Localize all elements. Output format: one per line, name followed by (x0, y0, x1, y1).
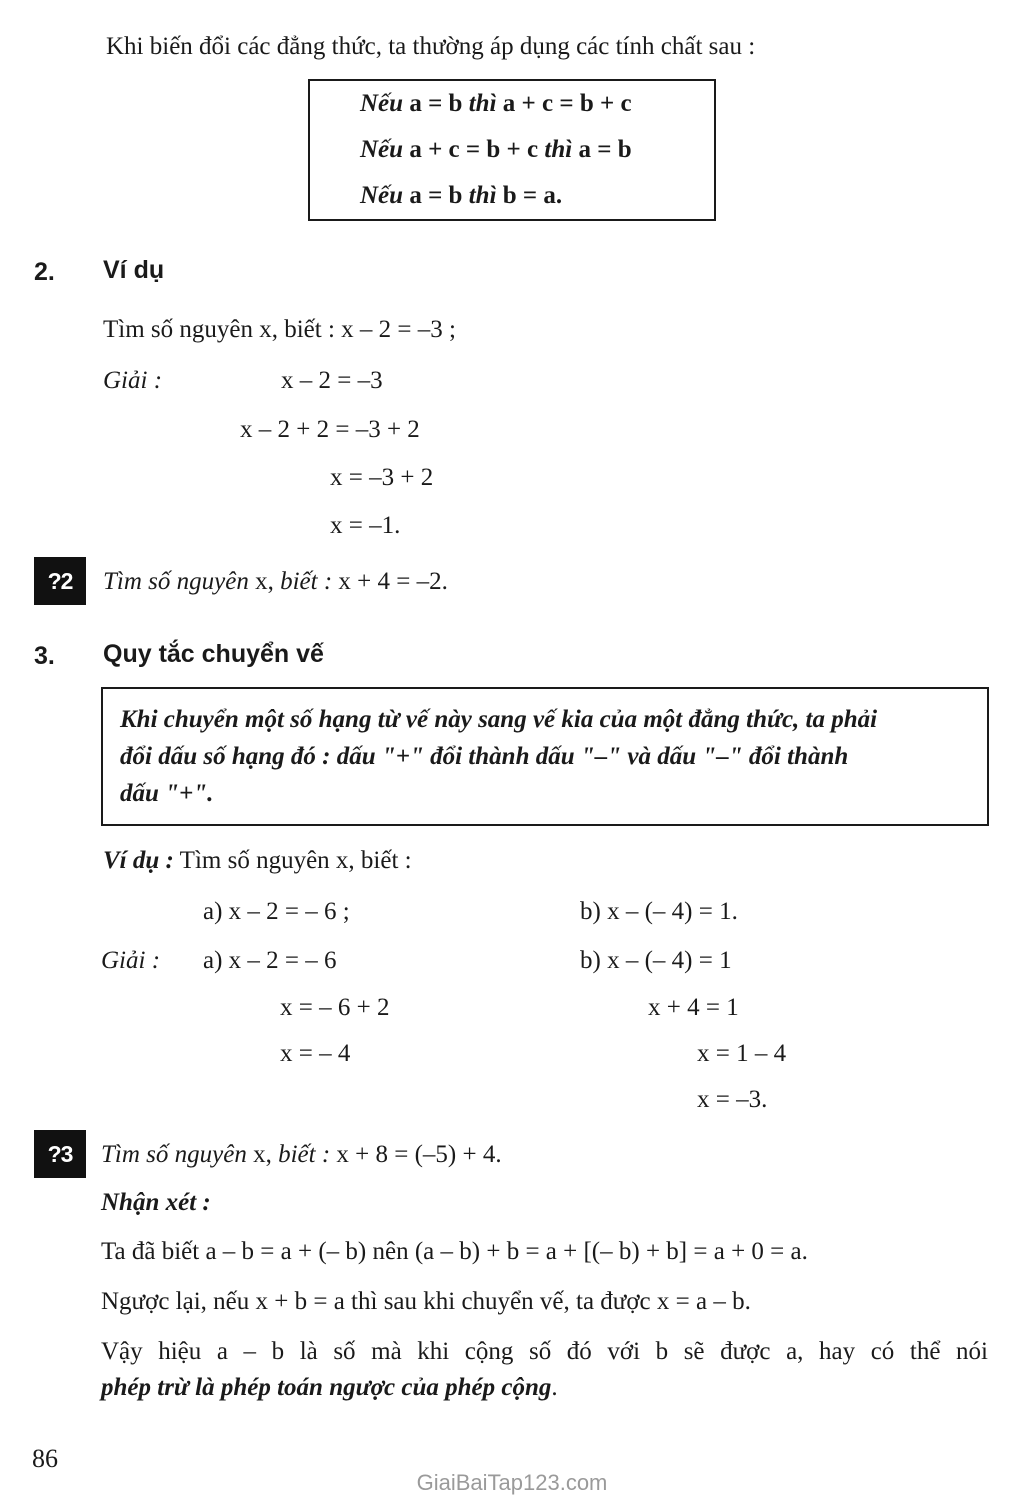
question-3-text: Tìm số nguyên x, biết : x + 8 = (–5) + 4. (101, 1141, 502, 1168)
question-3-badge: ?3 (34, 1130, 86, 1178)
remark-line-4: phép trừ là phép toán ngược của phép cộng. (101, 1374, 558, 1401)
section2-title: Ví dụ (103, 256, 165, 284)
solution-b-step-2: x + 4 = 1 (648, 994, 739, 1021)
properties-box (308, 79, 716, 221)
solution-b-step-1: b) x – (– 4) = 1 (580, 947, 732, 974)
rule-line-3: dấu "+". (120, 780, 214, 807)
section3-solution-label: Giải : (101, 947, 161, 974)
solution-a-step-2: x = – 6 + 2 (280, 994, 390, 1021)
example-a: a) x – 2 = – 6 ; (203, 898, 350, 925)
property-2: Nếu a + c = b + c thì a = b (360, 136, 632, 163)
question-2-text: Tìm số nguyên x, biết : x + 4 = –2. (103, 568, 448, 595)
section3-title: Quy tắc chuyển vế (103, 640, 324, 668)
rule-line-2: đổi dấu số hạng đó : dấu "+" đổi thành dấu "–" và dấu "–" đổi thành (120, 743, 849, 770)
remark-line-1: Ta đã biết a – b = a + (– b) nên (a – b) + b = a + [(– b) + b] = a + 0 = a. (101, 1238, 808, 1265)
section2-step-1: x – 2 = –3 (281, 367, 383, 394)
section2-solution-label: Giải : (103, 367, 163, 394)
section3-number: 3. (34, 642, 55, 670)
section2-step-2: x – 2 + 2 = –3 + 2 (240, 416, 420, 443)
example-b: b) x – (– 4) = 1. (580, 898, 738, 925)
remark-title: Nhận xét : (101, 1189, 211, 1216)
remark-line-2: Ngược lại, nếu x + b = a thì sau khi chuyển vế, ta được x = a – b. (101, 1288, 751, 1315)
solution-b-step-4: x = –3. (697, 1086, 768, 1113)
section2-problem: Tìm số nguyên x, biết : x – 2 = –3 ; (103, 316, 456, 343)
solution-a-step-1: a) x – 2 = – 6 (203, 947, 337, 974)
rule-line-1: Khi chuyển một số hạng từ vế này sang vế kia của một đẳng thức, ta phải (120, 706, 878, 733)
example-intro: Ví dụ : Tìm số nguyên x, biết : (103, 847, 412, 874)
remark-conclusion (101, 1334, 988, 1406)
transposition-rule-box (101, 687, 989, 826)
section2-step-4: x = –1. (330, 512, 401, 539)
property-3: Nếu a = b thì b = a. (360, 182, 563, 209)
section2-number: 2. (34, 258, 55, 286)
solution-b-step-3: x = 1 – 4 (697, 1040, 787, 1067)
section2-step-3: x = –3 + 2 (330, 464, 434, 491)
question-2-badge: ?2 (34, 557, 86, 605)
watermark: GiaiBaiTap123.com (416, 1470, 608, 1495)
property-1: Nếu a = b thì a + c = b + c (360, 90, 632, 117)
intro-text: Khi biến đổi các đẳng thức, ta thường áp dụng các tính chất sau : (106, 33, 756, 60)
solution-a-step-3: x = – 4 (280, 1040, 351, 1067)
remark-line-3: Vậy hiệu a – b là số mà khi cộng số đó với b sẽ được a, hay có thể nói (101, 1338, 988, 1365)
page-number: 86 (32, 1444, 58, 1473)
